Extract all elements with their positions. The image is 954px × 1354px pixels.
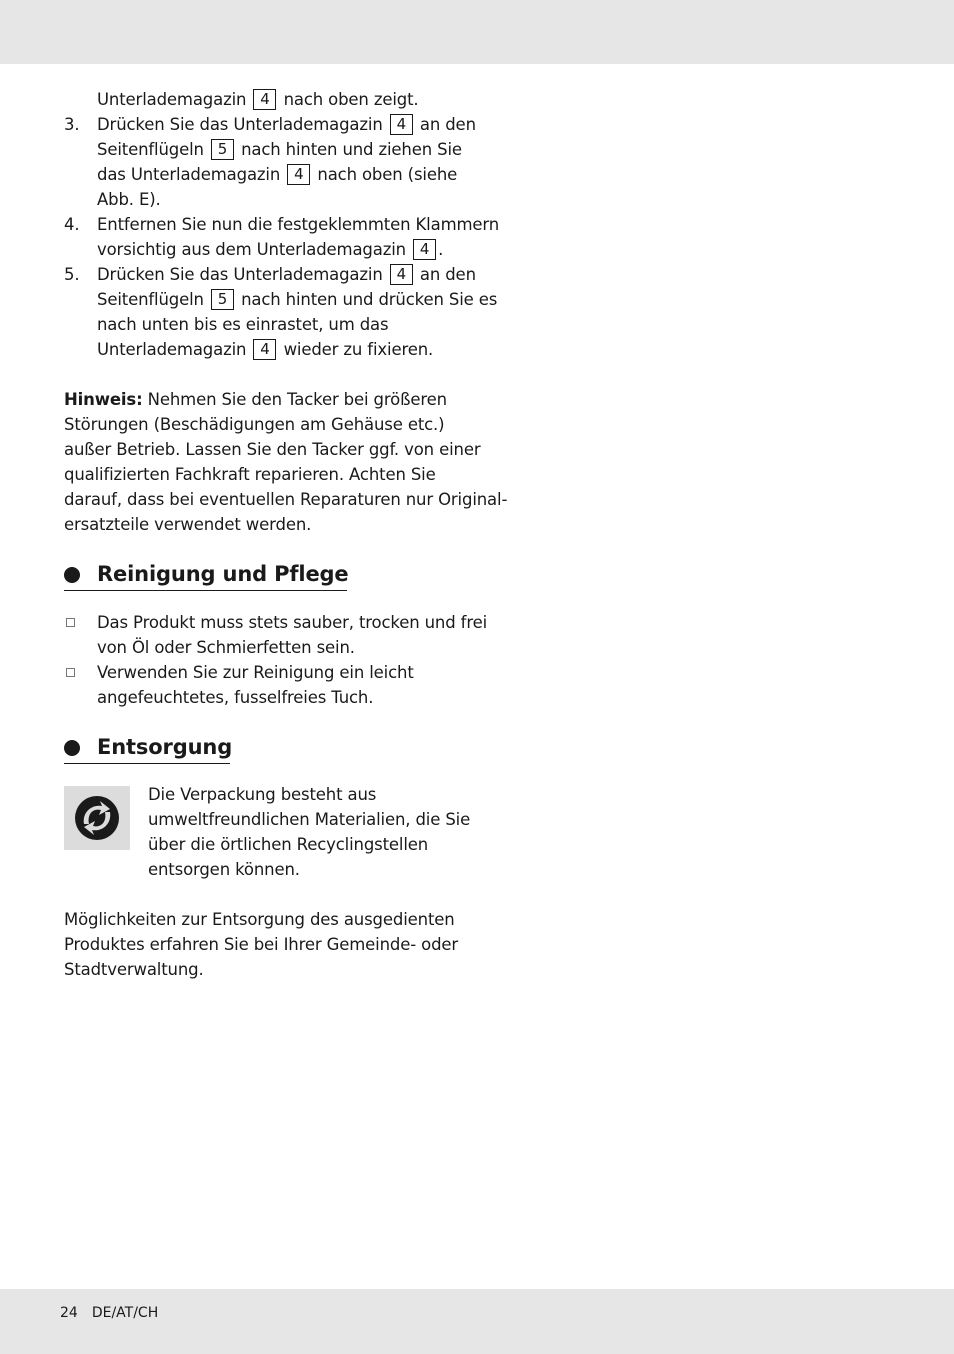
recycling-block — [64, 782, 474, 882]
note-line: Nehmen Sie den Tacker bei größeren — [147, 390, 447, 409]
step-text: wieder zu fixieren. — [283, 340, 434, 359]
section-heading-cleaning — [64, 559, 474, 595]
step-line — [97, 187, 474, 212]
step-text: Drücken Sie das Unterlademagazin — [97, 265, 383, 284]
recycling-arrows-icon — [64, 786, 130, 850]
paragraph-line: Produktes erfahren Sie bei Ihrer Gemeinde- oder — [64, 935, 459, 954]
part-ref: 4 — [253, 339, 276, 360]
step-text: Entfernen Sie nun die festgeklemmten Klammern — [97, 215, 500, 234]
step-line — [97, 137, 474, 162]
intro-text-after: nach oben zeigt. — [283, 90, 419, 109]
step-text: das Unterlademagazin — [97, 165, 281, 184]
section-title: Reinigung und Pflege — [97, 562, 349, 586]
part-ref: 4 — [287, 164, 310, 185]
heading-underline — [64, 590, 347, 591]
step-text: an den — [419, 265, 476, 284]
step-text: vorsichtig aus dem Unterlademagazin — [97, 240, 406, 259]
cleaning-list — [64, 610, 488, 710]
step-text: Unterlademagazin — [97, 340, 247, 359]
step-item — [64, 112, 474, 212]
intro-text-before: Unterlademagazin — [97, 90, 247, 109]
section-heading-disposal — [64, 732, 474, 768]
part-ref: 5 — [211, 139, 234, 160]
paragraph-line: Möglichkeiten zur Entsorgung des ausgedienten — [64, 910, 455, 929]
part-ref: 4 — [413, 239, 436, 260]
section-title: Entsorgung — [97, 735, 233, 759]
bullet-dot-icon — [64, 740, 80, 756]
disposal-paragraph — [64, 907, 474, 982]
step-text: Seitenflügeln — [97, 140, 204, 159]
recycling-text-line: über die örtlichen Recyclingstellen — [148, 835, 429, 854]
note-line: außer Betrieb. Lassen Sie den Tacker ggf. von einer — [64, 440, 481, 459]
step-line — [97, 237, 474, 262]
step-text: Drücken Sie das Unterlademagazin — [97, 115, 383, 134]
step-text: nach unten bis es einrastet, um das — [97, 315, 389, 334]
step-line — [97, 312, 474, 337]
step-text: nach oben (siehe — [317, 165, 458, 184]
recycling-text-line: entsorgen können. — [148, 860, 300, 879]
list-item-line: Verwenden Sie zur Reinigung ein leicht — [97, 663, 414, 682]
step-text: an den — [419, 115, 476, 134]
checkbox-square-icon — [66, 618, 75, 627]
step-text: nach hinten und drücken Sie es — [241, 290, 498, 309]
page-number: 24 — [60, 1305, 78, 1321]
step-number: 5. — [64, 265, 80, 284]
step-line — [97, 262, 474, 287]
footer-band — [0, 1289, 954, 1354]
step-text: Seitenflügeln — [97, 290, 204, 309]
step-number: 3. — [64, 115, 80, 134]
step-number: 4. — [64, 215, 80, 234]
recycling-text-line: umweltfreundlichen Materialien, die Sie — [148, 810, 471, 829]
list-item-line: Das Produkt muss stets sauber, trocken und frei — [97, 613, 488, 632]
part-ref: 4 — [390, 264, 413, 285]
steps-list — [64, 112, 500, 362]
page-footer — [60, 1305, 158, 1321]
note-label: Hinweis: — [64, 390, 143, 409]
step-text: nach hinten und ziehen Sie — [241, 140, 462, 159]
heading-underline — [64, 763, 230, 764]
step-item — [64, 262, 498, 362]
step-text: Abb. E). — [97, 190, 161, 209]
step-line — [97, 112, 474, 137]
note-paragraph — [64, 387, 508, 537]
intro-continuation — [64, 87, 474, 112]
part-ref: 4 — [390, 114, 413, 135]
note-line: darauf, dass bei eventuellen Reparaturen nur Original- — [64, 490, 508, 509]
checkbox-square-icon — [66, 668, 75, 677]
paragraph-line: Stadtverwaltung. — [64, 960, 204, 979]
list-item-line: angefeuchtetes, fusselfreies Tuch. — [97, 688, 374, 707]
step-line — [97, 337, 474, 362]
bullet-dot-icon — [64, 567, 80, 583]
recycling-text-line: Die Verpackung besteht aus — [148, 785, 377, 804]
language-code: DE/AT/CH — [91, 1305, 159, 1321]
step-line — [97, 287, 498, 312]
step-line — [97, 162, 474, 187]
part-ref: 5 — [211, 289, 234, 310]
note-line: ersatzteile verwendet werden. — [64, 515, 312, 534]
list-item-line: von Öl oder Schmierfetten sein. — [97, 638, 355, 657]
list-item — [64, 660, 474, 710]
step-item — [64, 212, 500, 262]
note-line: qualifizierten Fachkraft reparieren. Achten Sie — [64, 465, 436, 484]
header-band — [0, 0, 954, 64]
step-text: . — [438, 240, 444, 259]
part-ref: 4 — [253, 89, 276, 110]
list-item — [64, 610, 488, 660]
step-line — [97, 212, 500, 237]
content-column — [64, 87, 508, 982]
note-line: Störungen (Beschädigungen am Gehäuse etc.) — [64, 415, 445, 434]
